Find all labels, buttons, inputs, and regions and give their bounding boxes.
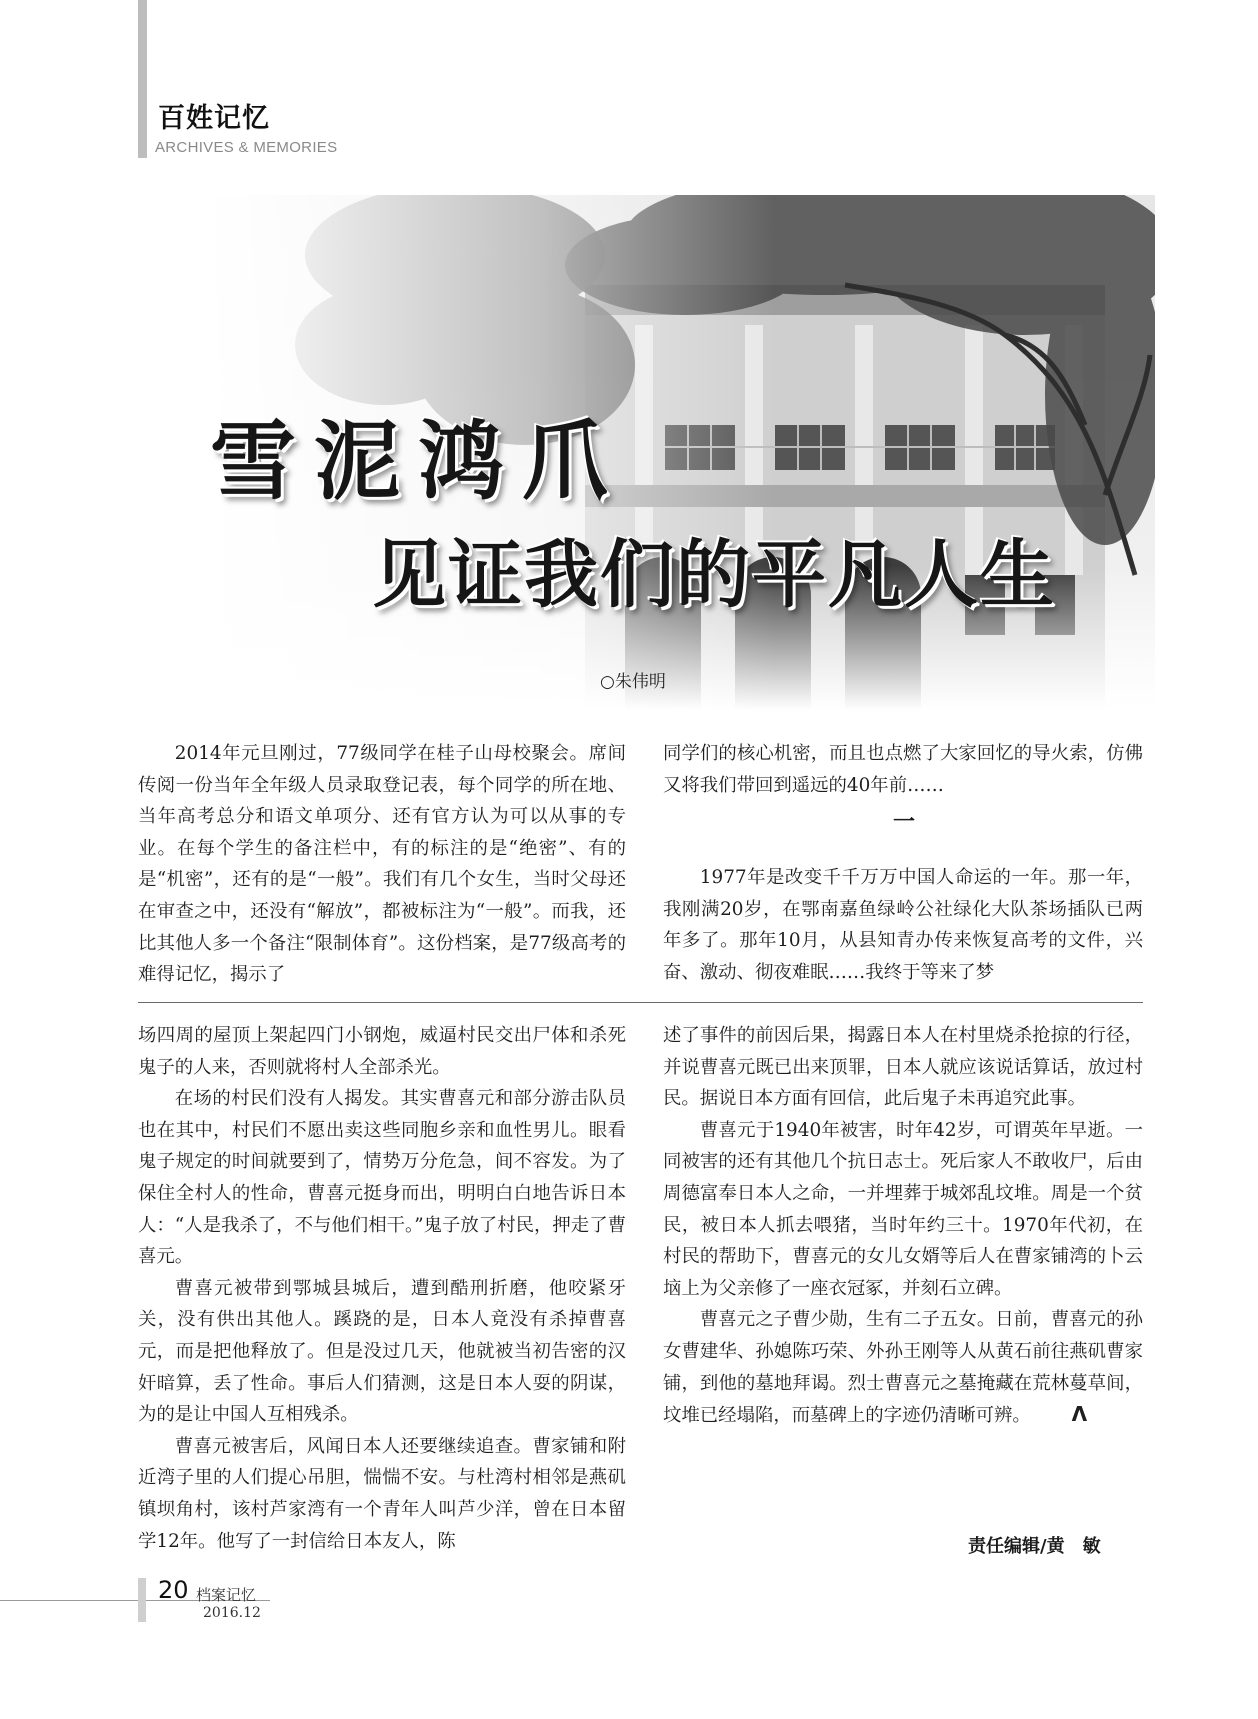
paragraph: 同学们的核心机密，而且也点燃了大家回忆的导火索，仿佛又将我们带回到遥远的40年前……	[663, 743, 1143, 796]
header-accent-bar	[138, 0, 147, 158]
paragraph: 曹喜元被带到鄂城县城后，遭到酷刑折磨，他咬紧牙关，没有供出其他人。蹊跷的是，日本人竟没有杀掉曹喜元，而是把他释放了。但是没过几天，他就被当初告密的汉奸暗算，丢了性命。事后人们猜测，这是日本人耍的阴谋，为的是让中国人互相残杀。	[138, 1277, 626, 1426]
magazine-name: 档案记忆	[196, 1586, 257, 1604]
headline-sub: 见证我们的平凡人生	[372, 532, 1056, 618]
author-byline: ○朱伟明	[600, 672, 666, 692]
article-column-4	[663, 1020, 1143, 1432]
page-number: 20	[158, 1576, 189, 1604]
paragraph: 在场的村民们没有人揭发。其实曹喜元和部分游击队员也在其中，村民们不愿出卖这些同胞乡亲和血性男儿。眼看鬼子规定的时间就要到了，情势万分危急，间不容发。为了保住全村人的性命，曹喜元挺身而出，明明白白地告诉日本人：“人是我杀了，不与他们相干。”鬼子放了村民，押走了曹喜元。	[138, 1088, 626, 1268]
section-number: 一	[893, 809, 916, 835]
paragraph: 场四周的屋顶上架起四门小钢炮，威逼村民交出尸体和杀死鬼子的人来，否则就将村人全部杀光。	[138, 1025, 626, 1078]
section-subtitle: ARCHIVES & MEMORIES	[155, 139, 338, 156]
page-divider	[138, 1002, 1143, 1003]
paragraph: 2014年元旦刚过，77级同学在桂子山母校聚会。席间传阅一份当年全年级人员录取登记表，每个同学的所在地、当年高考总分和语文单项分、还有官方认为可以从事的专业。在每个学生的备注栏中，有的标注的是“绝密”、有的是“机密”，还有的是“一般”。我们有几个女生，当时父母还在审查之中，还没有“解放”，都被标注为“一般”。而我，还比其他人多一个备注“限制体育”。这份档案，是77级高考的难得记忆，揭示了	[138, 743, 626, 986]
section-title: 百姓记忆	[158, 103, 270, 134]
article-column-3	[138, 1020, 626, 1557]
paragraph: 1977年是改变千千万万中国人命运的一年。那一年，我刚满20岁，在鄂南嘉鱼绿岭公社绿化大队茶场插队已两年多了。那年10月，从县知青办传来恢复高考的文件，兴奋、激动、彻夜难眠……我终于等来了梦	[663, 867, 1143, 983]
article-column-2-section	[663, 862, 1143, 988]
issue-date: 2016.12	[203, 1605, 261, 1621]
article-column-2	[663, 738, 1143, 801]
footer-accent-bar	[138, 1578, 146, 1622]
paragraph: 曹喜元被害后，风闻日本人还要继续追查。曹家铺和附近湾子里的人们提心吊胆，惴惴不安。与杜湾村相邻是燕矶镇坝角村，该村芦家湾有一个青年人叫芦少洋，曾在日本留学12年。他写了一封信给日本友人，陈	[138, 1435, 626, 1552]
paragraph	[663, 1304, 1143, 1431]
responsible-editor: 责任编辑/黄 敏	[968, 1536, 1101, 1557]
end-mark-icon: Λ	[1071, 1402, 1088, 1427]
article-column-1	[138, 738, 626, 991]
paragraph: 曹喜元于1940年被害，时年42岁，可谓英年早逝。一同被害的还有其他几个抗日志士。死后家人不敢收尸，后由周德富奉日本人之命，一并埋葬于城郊乱坟堆。周是一个贫民，被日本人抓去喂猪，当时年约三十。1970年代初，在村民的帮助下，曹喜元的女儿女婿等后人在曹家铺湾的卜云垴上为父亲修了一座衣冠冢，并刻石立碑。	[663, 1119, 1143, 1299]
headline-main: 雪泥鸿爪	[210, 411, 626, 512]
paragraph: 述了事件的前因后果，揭露日本人在村里烧杀抢掠的行径，并说曹喜元既已出来顶罪，日本人就应该说话算话，放过村民。据说日本方面有回信，此后鬼子未再追究此事。	[663, 1025, 1143, 1110]
paragraph-text: 曹喜元之子曹少勋，生有二子五女。日前，曹喜元的孙女曹建华、孙媳陈巧荣、外孙王刚等人从黄石前往燕矶曹家铺，到他的墓地拜谒。烈士曹喜元之墓掩藏在荒林蔓草间，坟堆已经塌陷，而墓碑上的字迹仍清晰可辨。	[663, 1309, 1143, 1427]
